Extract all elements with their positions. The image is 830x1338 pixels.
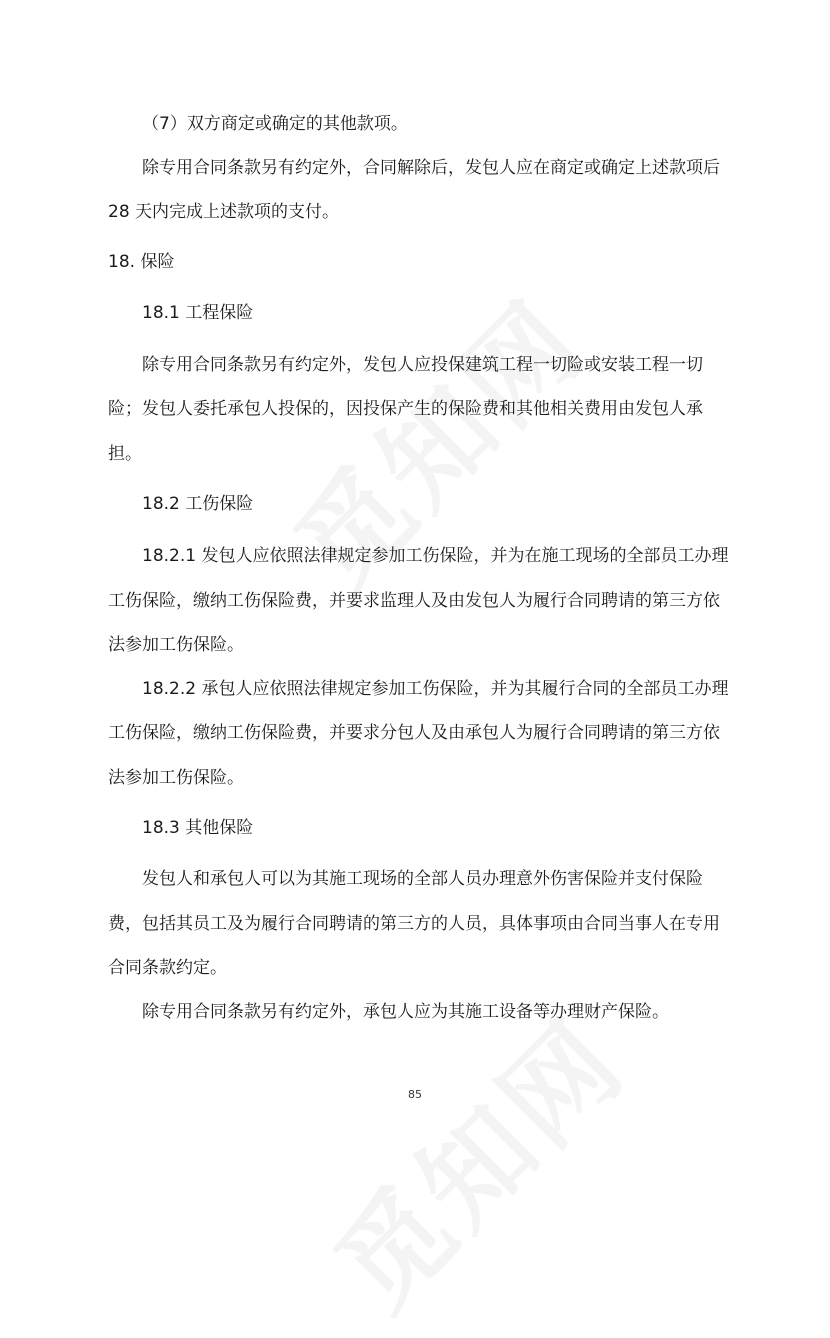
- paragraph-line: 除专用合同条款另有约定外，发包人应投保建筑工程一切险或安装工程一切: [142, 355, 703, 375]
- paragraph-line: 法参加工伤保险。: [108, 768, 244, 788]
- paragraph-line: 担。: [108, 444, 142, 464]
- paragraph-line: 发包人和承包人可以为其施工现场的全部人员办理意外伤害保险并支付保险: [142, 869, 703, 889]
- page-number: 85: [408, 1088, 422, 1101]
- item-7: （7）双方商定或确定的其他款项。: [142, 114, 408, 134]
- subsection-heading-18-3: 18.3 其他保险: [142, 818, 254, 838]
- paragraph-line: 险；发包人委托承包人投保的，因投保产生的保险费和其他相关费用由发包人承: [108, 399, 703, 419]
- subsection-heading-18-2: 18.2 工伤保险: [142, 494, 254, 514]
- paragraph-line: 18.2.2 承包人应依照法律规定参加工伤保险，并为其履行合同的全部员工办理: [142, 679, 729, 699]
- paragraph-line: 合同条款约定。: [108, 958, 227, 978]
- subsection-heading-18-1: 18.1 工程保险: [142, 303, 254, 323]
- watermark-bottom: [295, 980, 653, 1338]
- paragraph-line: 18.2.1 发包人应依照法律规定参加工伤保险，并为在施工现场的全部员工办理: [142, 546, 729, 566]
- paragraph-line: 除专用合同条款另有约定外，承包人应为其施工设备等办理财产保险。: [142, 1002, 669, 1022]
- paragraph-line: 28 天内完成上述款项的支付。: [108, 202, 340, 222]
- paragraph-line: 工伤保险，缴纳工伤保险费，并要求分包人及由承包人为履行合同聘请的第三方依: [108, 723, 720, 743]
- paragraph-line: 费，包括其员工及为履行合同聘请的第三方的人员，具体事项由合同当事人在专用: [108, 914, 720, 934]
- paragraph-line: 除专用合同条款另有约定外，合同解除后，发包人应在商定或确定上述款项后: [142, 158, 720, 178]
- section-heading-18: 18. 保险: [108, 252, 175, 272]
- paragraph-line: 工伤保险，缴纳工伤保险费，并要求监理人及由发包人为履行合同聘请的第三方依: [108, 591, 720, 611]
- paragraph-line: 法参加工伤保险。: [108, 635, 244, 655]
